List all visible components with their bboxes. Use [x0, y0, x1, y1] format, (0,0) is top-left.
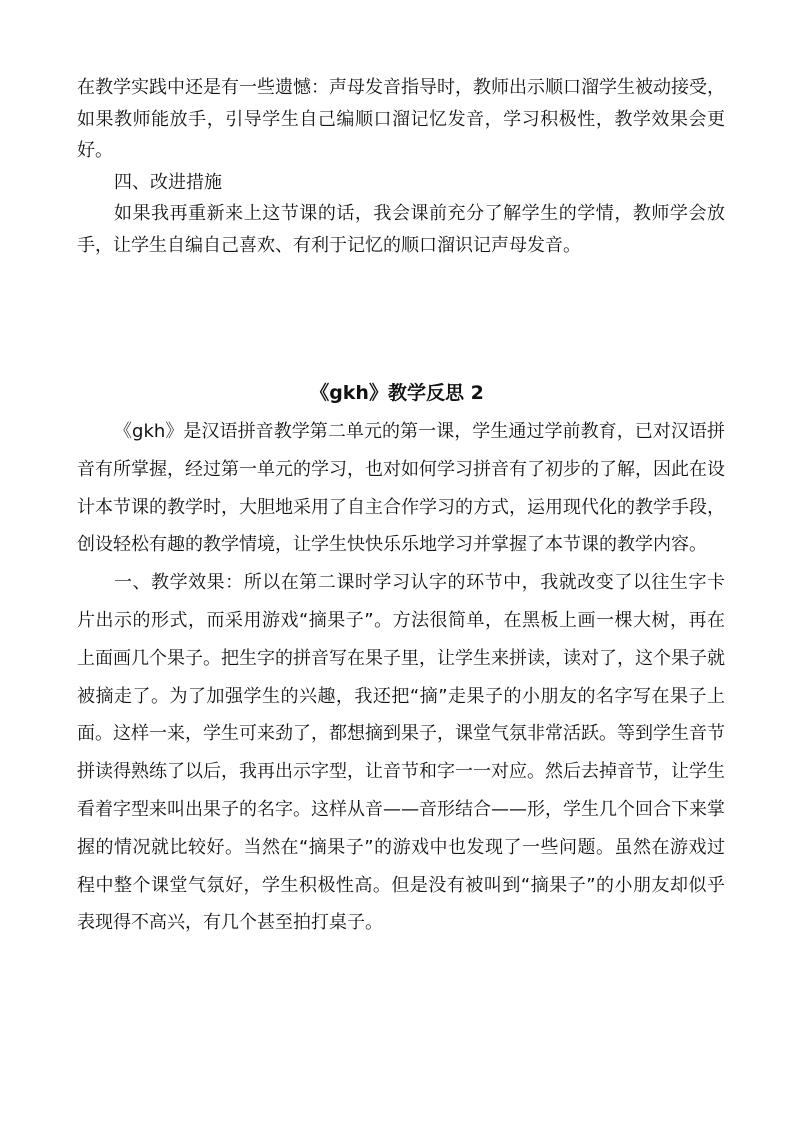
article-title: 《gkh》教学反思 2 [310, 382, 484, 404]
previous-section [77, 72, 725, 261]
paragraph-improvement-measures: 如果我再重新来上这节课的话，我会课前充分了解学生的学情，教师学会放手，让学生自编自己喜欢、有利于记忆的顺口溜识记声母发音。 [77, 203, 725, 256]
paragraph-teaching-regrets: 在教学实践中还是有一些遗憾：声母发音指导时，教师出示顺口溜学生被动接受，如果教师能放手，引导学生自己编顺口溜记忆发音，学习积极性，教学效果会更好。 [77, 77, 725, 161]
paragraph-teaching-effect: 一、教学效果：所以在第二课时学习认字的环节中，我就改变了以往生字卡片出示的形式，而采用游戏“摘果子”。方法很简单，在黑板上画一棵大树，再在上面画几个果子。把生字的拼音写在果子里，让学生来拼读，读对了，这个果子就被摘走了。为了加强学生的兴趣，我还把“摘”走果子的小朋友的名字写在果子上面。这样一来，学生可来劲了，都想摘到果子，课堂气氛非常活跃。等到学生音节拼读得熟练了以后，我再出示字型，让音节和字一一对应。然后去掉音节，让学生看着字型来叫出果子的名字。这样从音——音形结合——形，学生几个回合下来掌握的情况就比较好。当然在“摘果子”的游戏中也发现了一些问题。虽然在游戏过程中整个课堂气氛好，学生积极性高。但是没有被叫到“摘果子”的小朋友却似乎表现得不高兴，有几个甚至拍打桌子。 [77, 572, 725, 934]
paragraph-introduction: 《gkh》是汉语拼音教学第二单元的第一课，学生通过学前教育，已对汉语拼音有所掌握，经过第一单元的学习，也对如何学习拼音有了初步的了解，因此在设计本节课的教学时，大胆地采用了自主合作学习的方式，运用现代化的教学手段，创设轻松有趣的教学情境，让学生快快乐乐地学习并掌握了本节课的教学内容。 [77, 421, 725, 556]
section-heading-improvements: 四、改进措施 [114, 171, 222, 193]
article-body [77, 413, 725, 942]
